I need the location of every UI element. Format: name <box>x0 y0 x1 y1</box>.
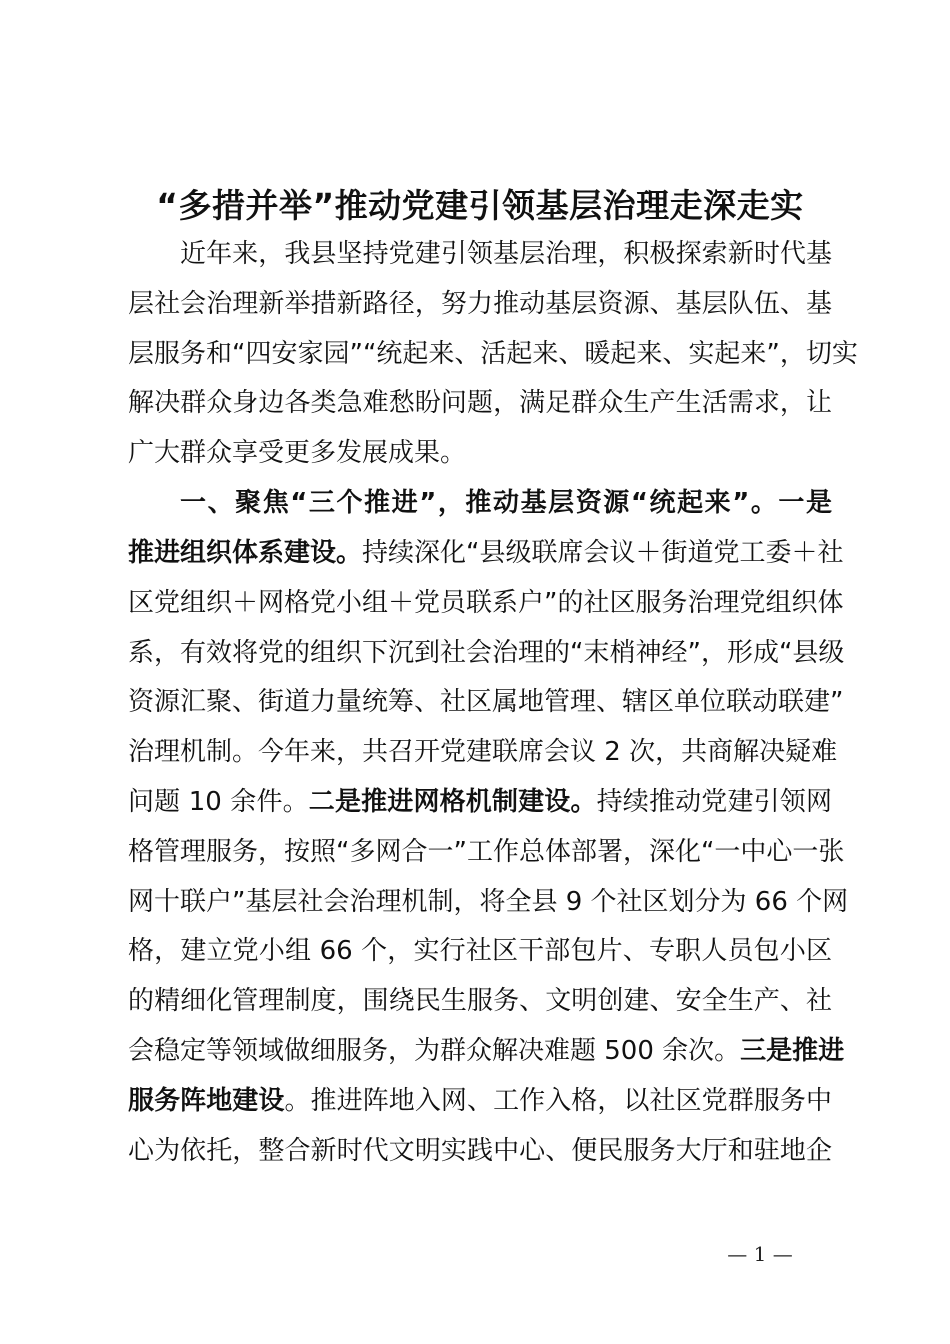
text-segment: 的精细化管理制度，围绕民生服务、文明创建、安全生产、社 <box>128 986 832 1016</box>
text-segment: 层社会治理新举措新路径，努力推动基层资源、基层队伍、基 <box>128 289 832 319</box>
paragraph-2-line-5 <box>128 677 844 727</box>
document-title: “多措并举”推动党建引领基层治理走深走实 <box>156 186 804 225</box>
bold-text-segment: 三是推进 <box>740 1036 845 1066</box>
paragraph-2-line-7 <box>128 777 832 827</box>
paragraph-2-line-14 <box>128 1126 832 1176</box>
bold-text-segment: 二是推进网格机制建设。 <box>308 787 597 817</box>
paragraph-1-line-5 <box>128 428 832 478</box>
text-segment: 持续推动党建引领网 <box>596 787 832 817</box>
text-segment: 区党组织＋网格党小组＋党员联系户”的社区服务治理党组织体 <box>128 588 844 618</box>
text-segment: 治理机制。今年来，共召开党建联席会议 2 次，共商解决疑难 <box>128 737 838 767</box>
paragraph-2-line-12 <box>128 1026 845 1076</box>
text-segment: 格，建立党小组 66 个，实行社区干部包片、专职人员包小区 <box>128 936 832 966</box>
paragraph-2-line-2 <box>128 528 844 578</box>
text-segment: 层服务和“四安家园”“统起来、活起来、暖起来、实起来”，切实 <box>128 339 858 369</box>
paragraph-2-line-6 <box>128 727 838 777</box>
paragraph-2-line-3 <box>128 578 844 628</box>
text-segment: 解决群众身边各类急难愁盼问题，满足群众生产生活需求，让 <box>128 388 832 418</box>
bold-text-segment: 服务阵地建设 <box>128 1086 285 1116</box>
text-segment: 会稳定等领域做细服务，为群众解决难题 500 余次。 <box>128 1036 741 1066</box>
paragraph-2-line-8 <box>128 827 845 877</box>
text-segment: 网十联户”基层社会治理机制，将全县 9 个社区划分为 66 个网 <box>128 887 849 917</box>
text-segment: 。推进阵地入网、工作入格，以社区党群服务中 <box>284 1086 832 1116</box>
paragraph-2-line-11 <box>128 976 832 1026</box>
bold-text-segment: 一、聚焦“三个推进”，推动基层资源“统起来”。一是 <box>180 488 832 518</box>
paragraph-1-line-1 <box>180 229 832 279</box>
text-segment: 广大群众享受更多发展成果。 <box>128 438 467 468</box>
paragraph-1-line-3 <box>128 329 858 379</box>
text-segment: 近年来，我县坚持党建引领基层治理，积极探索新时代基 <box>180 239 832 269</box>
text-segment: 格管理服务，按照“多网合一”工作总体部署，深化“一中心一张 <box>128 837 845 867</box>
paragraph-2-line-1 <box>180 478 832 528</box>
paragraph-1-line-4 <box>128 378 832 428</box>
page-number: — 1 — <box>727 1242 793 1266</box>
paragraph-2-line-13 <box>128 1076 832 1126</box>
text-segment: 问题 10 余件。 <box>128 787 309 817</box>
text-segment: 心为依托，整合新时代文明实践中心、便民服务大厅和驻地企 <box>128 1136 832 1166</box>
paragraph-2-line-9 <box>128 877 849 927</box>
text-segment: 系，有效将党的组织下沉到社会治理的“末梢神经”，形成“县级 <box>128 638 845 668</box>
text-segment: 持续深化“县级联席会议＋街道党工委＋社 <box>362 538 844 568</box>
paragraph-2-line-4 <box>128 628 845 678</box>
text-segment: 资源汇聚、街道力量统筹、社区属地管理、辖区单位联动联建” <box>128 687 844 717</box>
bold-text-segment: 推进组织体系建设。 <box>128 538 363 568</box>
paragraph-1-line-2 <box>128 279 832 329</box>
paragraph-2-line-10 <box>128 926 832 976</box>
